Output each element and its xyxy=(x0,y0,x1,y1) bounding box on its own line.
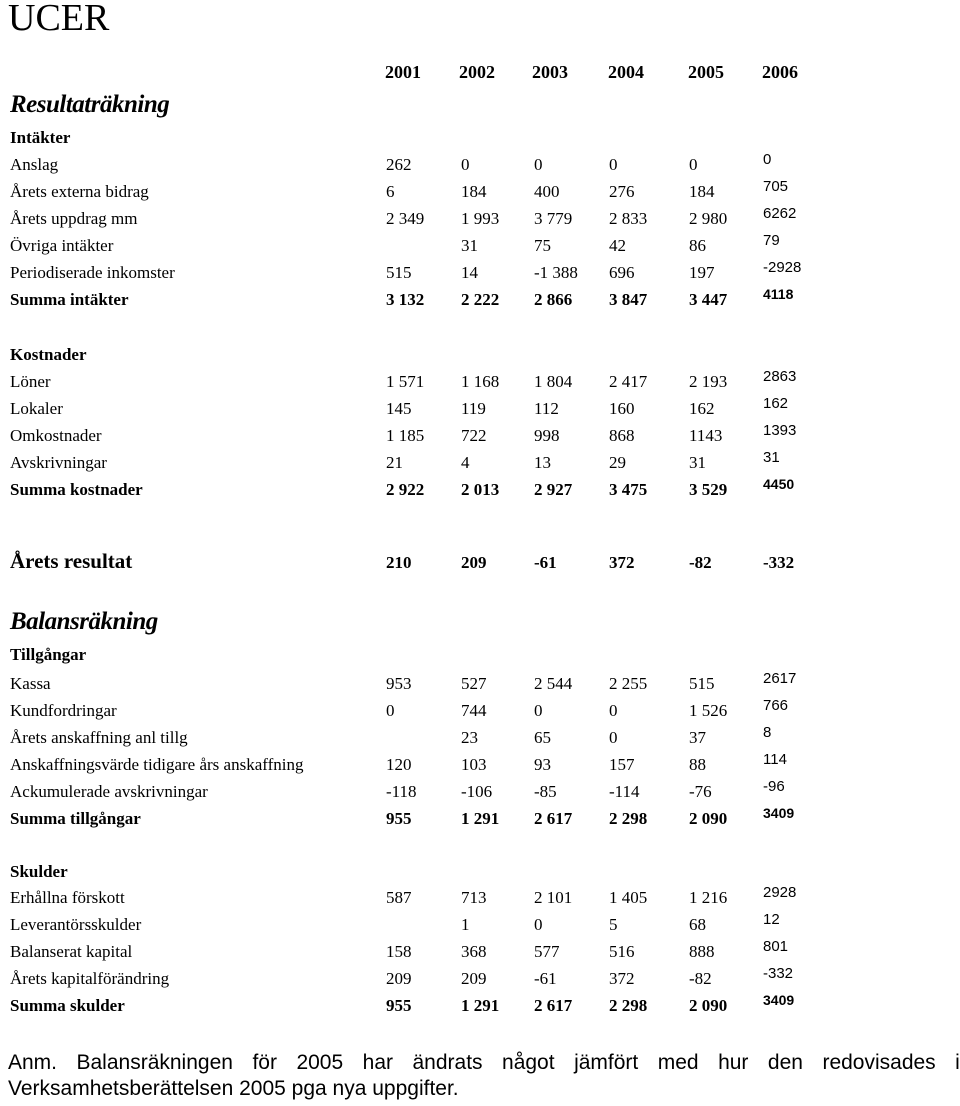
row-label: Årets uppdrag mm xyxy=(10,209,138,228)
value-cell-2006: 12 xyxy=(763,911,780,928)
value-cell: 2 193 xyxy=(689,372,728,391)
group-heading: Kostnader xyxy=(10,345,87,364)
value-cell: 998 xyxy=(534,426,560,445)
value-cell: 160 xyxy=(609,399,635,418)
value-cell: 2 090 xyxy=(689,809,728,828)
value-cell: 1 804 xyxy=(534,372,573,391)
footnote-word: i xyxy=(955,1051,960,1074)
row-label: Erhållna förskott xyxy=(10,888,125,907)
value-cell: 23 xyxy=(461,728,478,747)
result-value-cell: 372 xyxy=(609,553,635,572)
section-title: Resultaträkning xyxy=(10,91,170,118)
value-cell: -1 388 xyxy=(534,263,578,282)
row-label: Årets anskaffning anl tillg xyxy=(10,728,188,747)
row-label: Anskaffningsvärde tidigare års anskaffning xyxy=(10,755,304,774)
value-cell: 888 xyxy=(689,942,715,961)
row-label: Omkostnader xyxy=(10,426,102,445)
value-cell-2006: 79 xyxy=(763,232,780,249)
value-cell: -61 xyxy=(534,969,557,988)
row-label: Ackumulerade avskrivningar xyxy=(10,782,208,801)
value-cell: -76 xyxy=(689,782,712,801)
year-header: 2005 xyxy=(688,62,724,82)
value-cell: 3 447 xyxy=(689,290,728,309)
value-cell: 2 298 xyxy=(609,809,648,828)
value-cell: 1 xyxy=(461,915,470,934)
value-cell: 2 417 xyxy=(609,372,648,391)
value-cell: 0 xyxy=(534,915,543,934)
value-cell: -85 xyxy=(534,782,557,801)
value-cell: 2 617 xyxy=(534,809,573,828)
value-cell: 209 xyxy=(461,969,487,988)
value-cell: 2 980 xyxy=(689,209,728,228)
value-cell: 31 xyxy=(461,236,478,255)
value-cell-2006: 705 xyxy=(763,178,789,195)
year-header: 2006 xyxy=(762,62,798,82)
row-label: Årets kapitalförändring xyxy=(10,969,170,988)
value-cell: 955 xyxy=(386,996,412,1015)
value-cell: 2 833 xyxy=(609,209,648,228)
result-value-cell: -82 xyxy=(689,553,712,572)
value-cell: 527 xyxy=(461,674,487,693)
footnote-word: något xyxy=(502,1051,555,1074)
value-cell: 744 xyxy=(461,701,487,720)
row-label: Leverantörsskulder xyxy=(10,915,142,934)
value-cell-2006: -96 xyxy=(763,778,785,795)
value-cell: 162 xyxy=(689,399,715,418)
value-cell-2006: 1393 xyxy=(763,422,797,439)
footnote-word: för xyxy=(252,1051,277,1074)
value-cell: 515 xyxy=(386,263,412,282)
row-label: Anslag xyxy=(10,155,59,174)
row-label: Kassa xyxy=(10,674,51,693)
year-header: 2003 xyxy=(532,62,568,82)
footnote-word: Anm. xyxy=(8,1051,58,1074)
value-cell: 515 xyxy=(689,674,715,693)
value-cell: 1 571 xyxy=(386,372,425,391)
row-label: Löner xyxy=(10,372,51,391)
year-header: 2001 xyxy=(385,62,421,82)
value-cell: 3 475 xyxy=(609,480,648,499)
value-cell: 184 xyxy=(461,182,487,201)
value-cell: 577 xyxy=(534,942,560,961)
value-cell: 88 xyxy=(689,755,706,774)
value-cell: 722 xyxy=(461,426,487,445)
value-cell: 2 349 xyxy=(386,209,425,228)
value-cell: 1 168 xyxy=(461,372,500,391)
total-row-label: Summa intäkter xyxy=(10,290,129,309)
footnote xyxy=(8,1050,960,1102)
value-cell: 1143 xyxy=(689,426,723,445)
value-cell-2006: 4118 xyxy=(763,286,794,302)
year-header: 2002 xyxy=(459,62,495,82)
total-row-label: Summa tillgångar xyxy=(10,809,141,828)
value-cell: 1 291 xyxy=(461,996,500,1015)
value-cell-2006: 2928 xyxy=(763,884,797,901)
value-cell: 14 xyxy=(461,263,478,282)
value-cell-2006: -332 xyxy=(763,965,794,982)
row-label: Årets externa bidrag xyxy=(10,182,149,201)
value-cell: 31 xyxy=(689,453,706,472)
footnote-line-1 xyxy=(8,1050,960,1076)
row-label: Kundfordringar xyxy=(10,701,117,720)
value-cell: 157 xyxy=(609,755,635,774)
footnote-word: har xyxy=(362,1051,393,1074)
result-value-cell: 209 xyxy=(461,553,487,572)
value-cell: 3 132 xyxy=(386,290,425,309)
footnote-word: den xyxy=(767,1051,803,1074)
value-cell: 0 xyxy=(534,155,543,174)
value-cell: 2 617 xyxy=(534,996,573,1015)
value-cell: 145 xyxy=(386,399,412,418)
value-cell: 13 xyxy=(534,453,551,472)
value-cell-2006: 162 xyxy=(763,395,789,412)
result-value-cell: -61 xyxy=(534,553,557,572)
value-cell: 2 922 xyxy=(386,480,425,499)
value-cell: 197 xyxy=(689,263,715,282)
value-cell: 103 xyxy=(461,755,487,774)
value-cell: 120 xyxy=(386,755,412,774)
result-value-cell: -332 xyxy=(763,553,795,572)
value-cell: 2 298 xyxy=(609,996,648,1015)
result-value-cell: 210 xyxy=(386,553,412,572)
value-cell: 3 779 xyxy=(534,209,573,228)
footnote-word: Balansräkningen xyxy=(76,1051,233,1074)
value-cell: 4 xyxy=(461,453,470,472)
value-cell-2006: 766 xyxy=(763,697,789,714)
value-cell: 516 xyxy=(609,942,635,961)
value-cell: 696 xyxy=(609,263,635,282)
value-cell: -82 xyxy=(689,969,712,988)
value-cell-2006: 2617 xyxy=(763,670,797,687)
group-heading: Tillgångar xyxy=(10,645,87,664)
value-cell: 953 xyxy=(386,674,412,693)
value-cell: 3 847 xyxy=(609,290,648,309)
total-row-label: Summa kostnader xyxy=(10,480,143,499)
value-cell: 0 xyxy=(609,728,618,747)
value-cell: 21 xyxy=(386,453,403,472)
value-cell: 68 xyxy=(689,915,706,934)
value-cell: 2 090 xyxy=(689,996,728,1015)
value-cell: 1 185 xyxy=(386,426,425,445)
value-cell: 75 xyxy=(534,236,551,255)
value-cell: 29 xyxy=(609,453,626,472)
row-label: Övriga intäkter xyxy=(10,236,114,255)
footnote-word: redovisades xyxy=(822,1051,936,1074)
value-cell: 93 xyxy=(534,755,551,774)
value-cell: 1 993 xyxy=(461,209,500,228)
value-cell: 587 xyxy=(386,888,412,907)
value-cell-2006: 0 xyxy=(763,151,772,168)
row-label: Periodiserade inkomster xyxy=(10,263,175,282)
value-cell-2006: 31 xyxy=(763,449,780,466)
section-title: Balansräkning xyxy=(10,608,158,635)
value-cell: 0 xyxy=(461,155,470,174)
value-cell: 276 xyxy=(609,182,635,201)
value-cell: 1 216 xyxy=(689,888,728,907)
value-cell: 0 xyxy=(609,701,618,720)
value-cell: 2 927 xyxy=(534,480,573,499)
row-label: Avskrivningar xyxy=(10,453,107,472)
value-cell-2006: 2863 xyxy=(763,368,797,385)
value-cell: 400 xyxy=(534,182,560,201)
value-cell-2006: 8 xyxy=(763,724,772,741)
footnote-word: jämfört xyxy=(574,1051,639,1074)
value-cell: 2 866 xyxy=(534,290,573,309)
value-cell-2006: 4450 xyxy=(763,476,795,492)
value-cell: -114 xyxy=(609,782,640,801)
value-cell: 42 xyxy=(609,236,626,255)
value-cell: -106 xyxy=(461,782,493,801)
value-cell: 372 xyxy=(609,969,635,988)
value-cell: 0 xyxy=(534,701,543,720)
value-cell: 0 xyxy=(609,155,618,174)
value-cell: 868 xyxy=(609,426,635,445)
value-cell: 2 222 xyxy=(461,290,500,309)
value-cell: -118 xyxy=(386,782,417,801)
value-cell-2006: 6262 xyxy=(763,205,797,222)
footnote-word: hur xyxy=(718,1051,749,1074)
document-title: UCER xyxy=(8,0,110,39)
year-header: 2004 xyxy=(608,62,644,82)
footnote-word: med xyxy=(657,1051,699,1074)
total-row-label: Summa skulder xyxy=(10,996,125,1015)
value-cell-2006: -2928 xyxy=(763,259,802,276)
footnote-word: ändrats xyxy=(412,1051,483,1074)
value-cell: 5 xyxy=(609,915,618,934)
group-heading: Skulder xyxy=(10,862,68,881)
value-cell: 2 101 xyxy=(534,888,573,907)
value-cell: 65 xyxy=(534,728,551,747)
value-cell-2006: 114 xyxy=(763,751,787,768)
value-cell-2006: 801 xyxy=(763,938,789,955)
group-heading: Intäkter xyxy=(10,128,71,147)
value-cell: 0 xyxy=(689,155,698,174)
value-cell: 368 xyxy=(461,942,487,961)
result-row-label: Årets resultat xyxy=(10,549,133,573)
value-cell: 713 xyxy=(461,888,487,907)
value-cell: 1 526 xyxy=(689,701,728,720)
value-cell: 86 xyxy=(689,236,706,255)
value-cell: 955 xyxy=(386,809,412,828)
value-cell: 6 xyxy=(386,182,395,201)
value-cell: 2 255 xyxy=(609,674,648,693)
value-cell: 262 xyxy=(386,155,412,174)
value-cell: 37 xyxy=(689,728,706,747)
footnote-line-2: Verksamhetsberättelsen 2005 pga nya uppgifter. xyxy=(8,1077,459,1100)
value-cell: 209 xyxy=(386,969,412,988)
value-cell-2006: 3409 xyxy=(763,992,795,1008)
row-label: Lokaler xyxy=(10,399,63,418)
value-cell: 1 291 xyxy=(461,809,500,828)
value-cell: 2 013 xyxy=(461,480,500,499)
value-cell: 3 529 xyxy=(689,480,728,499)
footnote-word: 2005 xyxy=(296,1051,344,1074)
value-cell: 0 xyxy=(386,701,395,720)
value-cell: 112 xyxy=(534,399,559,418)
value-cell: 184 xyxy=(689,182,715,201)
value-cell: 2 544 xyxy=(534,674,573,693)
row-label: Balanserat kapital xyxy=(10,942,133,961)
value-cell: 1 405 xyxy=(609,888,648,907)
value-cell: 158 xyxy=(386,942,412,961)
value-cell: 119 xyxy=(461,399,486,418)
value-cell-2006: 3409 xyxy=(763,805,795,821)
